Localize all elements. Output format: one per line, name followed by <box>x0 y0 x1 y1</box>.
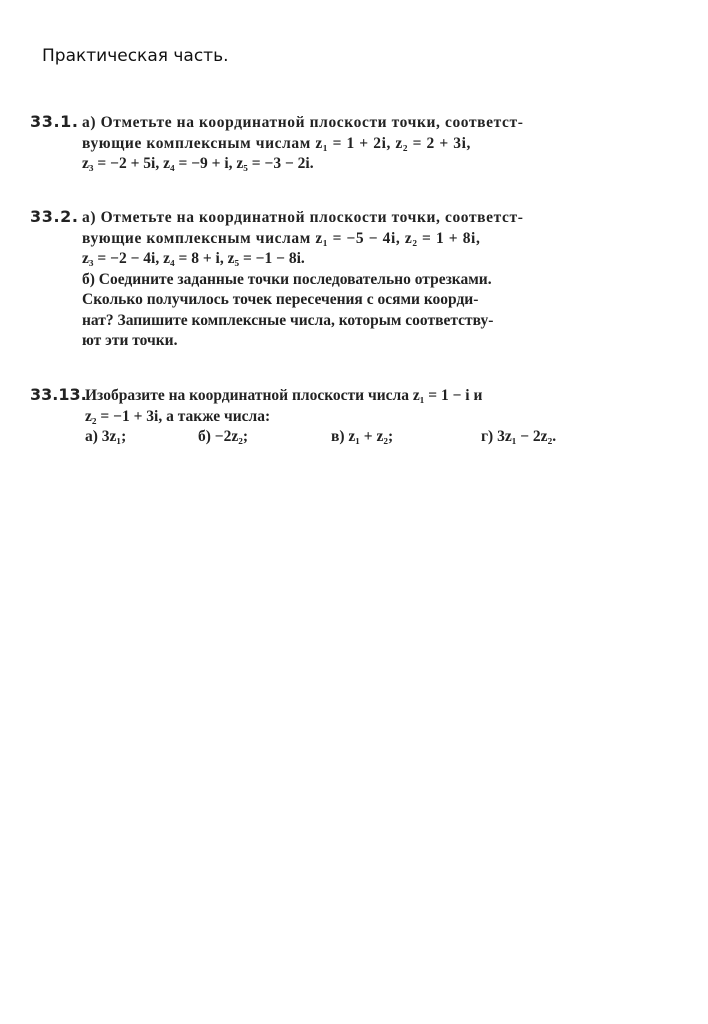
problem-text-line: вующие комплексным числам z₁ = 1 + 2i, z₂ = 2 + 3i, <box>82 134 471 152</box>
part-c: в) z₁ + z₂; <box>331 428 394 445</box>
problem-text-line: z₃ = −2 + 5i, z₄ = −9 + i, z₅ = −3 − 2i. <box>82 155 314 172</box>
problem-text-line: Изобразите на координатной плоскости числа z₁ = 1 − i и <box>85 387 483 404</box>
problem-text-line: б) Соедините заданные точки последовательно отрезками. <box>82 270 492 288</box>
problem-text-line: а) Отметьте на координатной плоскости точки, соответст- <box>82 114 524 131</box>
problem-number: 33.2. <box>30 207 79 226</box>
problem-text-line: вующие комплексным числам z₁ = −5 − 4i, z₂ = 1 + 8i, <box>82 229 481 247</box>
problem-text-line: z₃ = −2 − 4i, z₄ = 8 + i, z₅ = −1 − 8i. <box>82 250 305 267</box>
part-d: г) 3z₁ − 2z₂. <box>481 428 557 445</box>
problem-33-13 <box>30 385 556 448</box>
problem-33-1 <box>30 112 523 175</box>
problem-number: 33.1. <box>30 112 79 131</box>
problem-text-line: а) Отметьте на координатной плоскости точки, соответст- <box>82 209 524 226</box>
problem-text-line: нат? Запишите комплексные числа, которым соответству- <box>82 311 494 329</box>
part-b: б) −2z₂; <box>198 428 249 445</box>
problem-text-line: ют эти точки. <box>82 332 178 349</box>
problem-parts <box>30 427 556 448</box>
problem-text-line: z₂ = −1 + 3i, а также числа: <box>85 407 271 425</box>
page-title: Практическая часть. <box>42 46 229 66</box>
problem-number: 33.13. <box>30 385 87 404</box>
problem-33-2 <box>30 207 523 352</box>
problem-text-line: Сколько получилось точек пересечения с осями коорди- <box>82 291 479 308</box>
part-a: а) 3z₁; <box>85 428 127 445</box>
